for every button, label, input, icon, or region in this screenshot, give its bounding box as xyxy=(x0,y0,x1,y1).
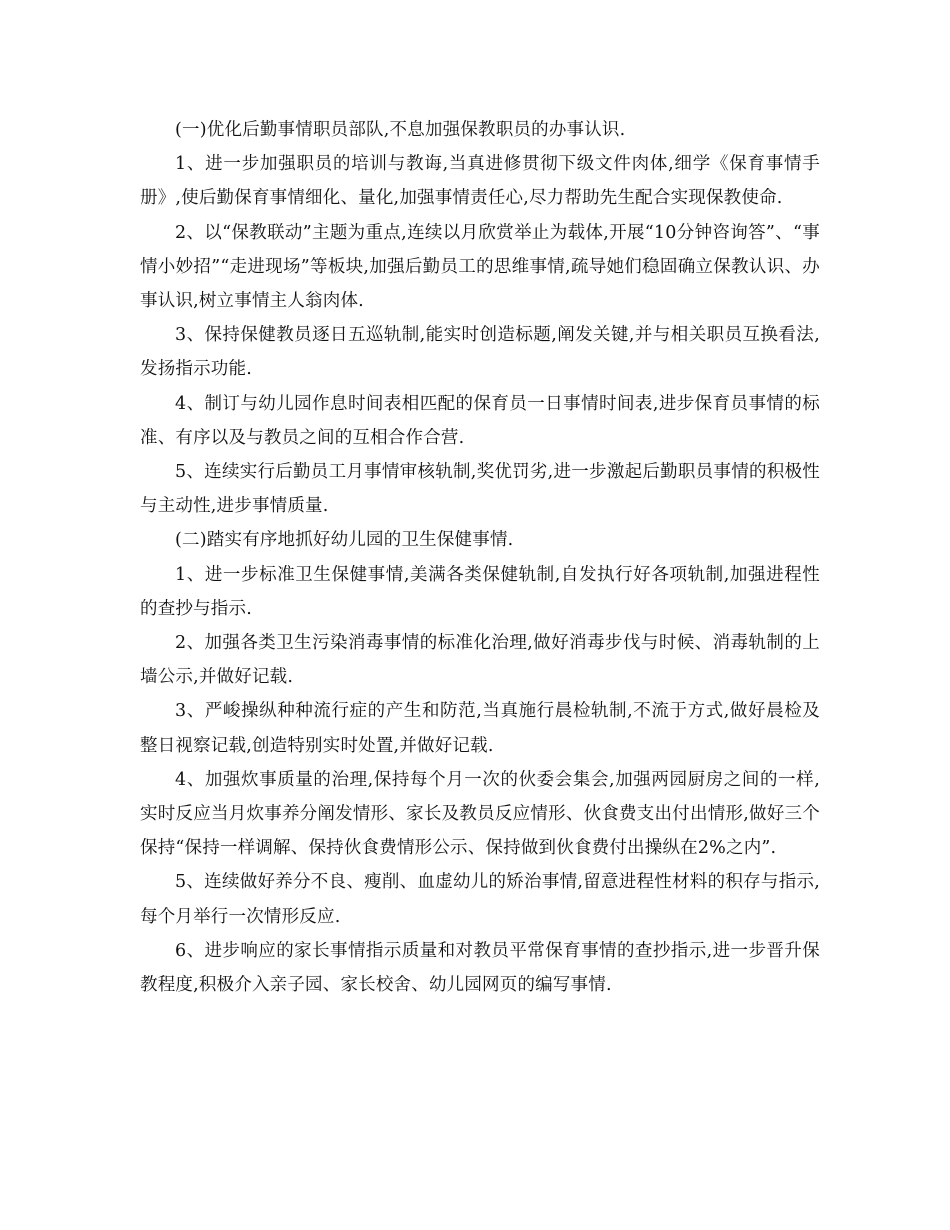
paragraph: 2、以“保教联动”主题为重点,连续以月欣赏举止为载体,开展“10分钟咨询答”、“事情小妙招”“走进现场”等板块,加强后勤员工的思维事情,疏导她们稳固确立保教认识、办事认识,树立事情主人翁肉体. xyxy=(140,222,820,312)
paragraph: 3、保持保健教员逐日五巡轨制,能实时创造标题,阐发关键,并与相关职员互换看法,发扬指示功能. xyxy=(140,325,820,380)
paragraph: 5、连续实行后勤员工月事情审核轨制,奖优罚劣,进一步激起后勤职员事情的积极性与主动性,进步事情质量. xyxy=(140,462,820,517)
document-body xyxy=(140,113,820,1002)
paragraph: 4、加强炊事质量的治理,保持每个月一次的伙委会集会,加强两园厨房之间的一样,实时反应当月炊事养分阐发情形、家长及教员反应情形、伙食费支出付出情形,做好三个保持“保持一样调解、保持伙食费情形公示、保持做到伙食费付出操纵在2%之内”. xyxy=(140,769,820,859)
paragraph: 6、进步响应的家长事情指示质量和对教员平常保育事情的查抄指示,进一步晋升保教程度,积极介入亲子园、家长校舍、幼儿园网页的编写事情. xyxy=(140,940,820,996)
section-heading-1: (一)优化后勤事情职员部队,不息加强保教职员的办事认识. xyxy=(175,120,626,140)
paragraph: 1、进一步标准卫生保健事情,美满各类保健轨制,自发执行好各项轨制,加强进程性的查抄与指示. xyxy=(140,564,820,619)
paragraph: 2、加强各类卫生污染消毒事情的标准化治理,做好消毒步伐与时候、消毒轨制的上墙公示,并做好记载. xyxy=(140,633,820,688)
paragraph: 3、严峻操纵种种流行症的产生和防范,当真施行晨检轨制,不流于方式,做好晨检及整日视察记载,创造特别实时处置,并做好记载. xyxy=(140,701,820,756)
section-heading-2: (二)踏实有序地抓好幼儿园的卫生保健事情. xyxy=(175,530,514,551)
paragraph: 4、制订与幼儿园作息时间表相匹配的保育员一日事情时间表,进步保育员事情的标准、有序以及与教员之间的互相合作合营. xyxy=(140,393,820,448)
paragraph: 5、连续做好养分不良、瘦削、血虚幼儿的矫治事情,留意进程性材料的积存与指示,每个月举行一次情形反应. xyxy=(140,872,820,927)
paragraph: 1、进一步加强职员的培训与教诲,当真进修贯彻下级文件肉体,细学《保育事情手册》,使后勤保育事情细化、量化,加强事情责任心,尽力帮助先生配合实现保教使命. xyxy=(140,154,820,209)
